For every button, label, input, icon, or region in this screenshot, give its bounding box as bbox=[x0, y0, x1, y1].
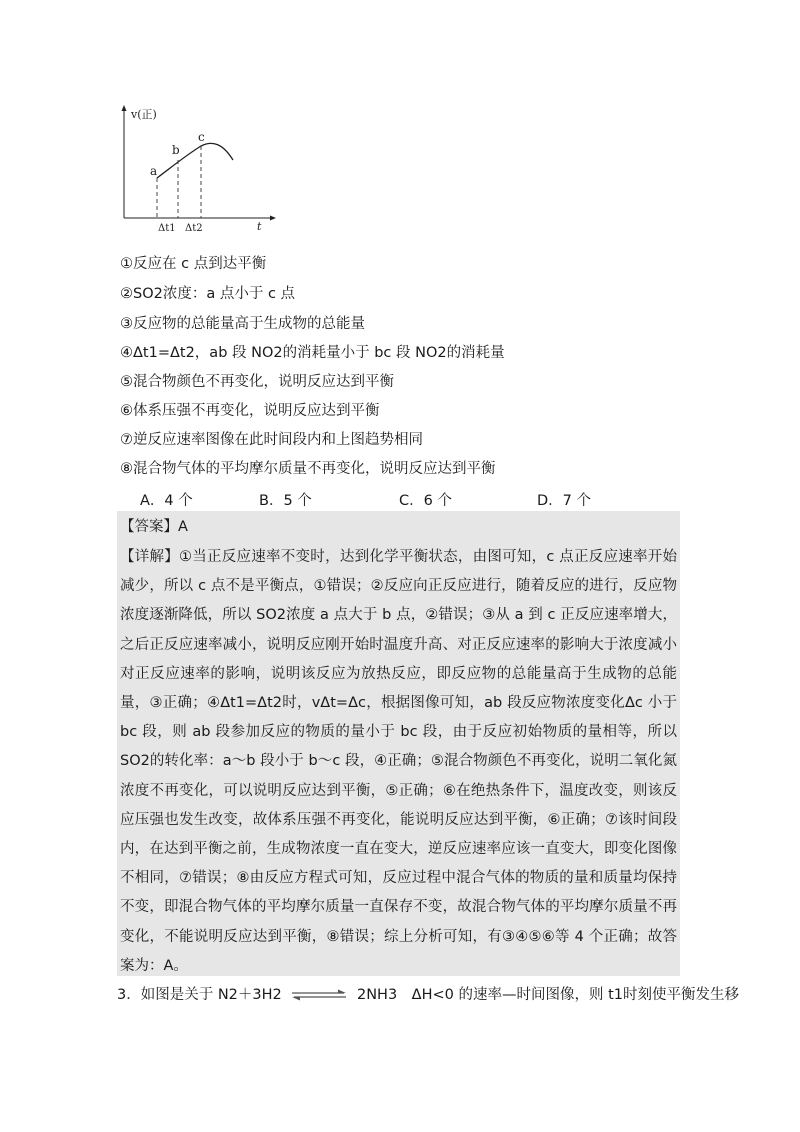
statement-1: ①反应在 c 点到达平衡 bbox=[120, 256, 267, 272]
option-d: D．7 个 bbox=[537, 493, 591, 509]
statement-6: ⑥体系压强不再变化，说明反应达到平衡 bbox=[120, 403, 380, 419]
answer-options bbox=[140, 489, 700, 509]
tick-dt1: Δt1 bbox=[158, 223, 176, 234]
rate-curve bbox=[157, 143, 233, 178]
question-3 bbox=[117, 985, 739, 1005]
statement-7: ⑦逆反应速率图像在此时间段内和上图趋势相同 bbox=[120, 432, 423, 448]
y-axis-label: v(正) bbox=[131, 108, 157, 121]
statement-4: ④Δt1=Δt2，ab 段 NO2的消耗量小于 bc 段 NO2的消耗量 bbox=[120, 345, 505, 361]
y-axis-arrow bbox=[122, 105, 127, 111]
point-b-label: b bbox=[172, 143, 180, 157]
question-3-suffix: 2NH3 ΔH<0 的速率—时间图像，则 t1时刻使平衡发生移 bbox=[356, 987, 740, 1003]
answer-section bbox=[117, 511, 680, 976]
equilibrium-arrow-icon bbox=[290, 988, 348, 1002]
x-axis-label: t bbox=[257, 220, 262, 233]
option-c: C．6 个 bbox=[399, 493, 452, 509]
answer-label: 【答案】A bbox=[120, 519, 188, 535]
tick-dt2: Δt2 bbox=[185, 223, 203, 234]
point-a-label: a bbox=[150, 164, 158, 178]
rate-time-figure bbox=[115, 102, 285, 234]
statement-2: ②SO2浓度：a 点小于 c 点 bbox=[120, 286, 296, 302]
question-3-prefix: 3．如图是关于 N2＋3H2 bbox=[117, 987, 282, 1003]
answer-detail: 【详解】①当正反应速率不变时，达到化学平衡状态，由图可知，c 点正反应速率开始减少，所以 c 点不是平衡点，①错误；②反应向正反应进行，随着反应的进行，反应物浓度逐渐降低，所以 SO2浓度 a 点大于 b 点，②错误；③从 a 到 c 正反应速率增大，之后正反应速率减小，说明反应刚开始时温度升高、对正反应速率的影响大于浓度减小对正反应速率的影响，说明该反应为放热反应，即反应物的总能量高于生成物的总能量，③正确；④Δt1=Δt2时，vΔt=Δc，根据图像可知，ab 段反应物浓度变化Δc 小于 bc 段，则 ab 段参加反应的物质的量小于 bc 段，由于反应初始物质的量相等，所以 SO2的转化率：a～b 段小于 b～c 段，④正确；⑤混合物颜色不再变化，说明二氧化氮浓度不再变化，可以说明反应达到平衡，⑤正确；⑥在绝热条件下，温度改变，则该反应压强也发生改变，故体系压强不再变化，能说明反应达到平衡，⑥正确；⑦该时间段内，在达到平衡之前，生成物浓度一直在变大，逆反应速率应该一直变大，即变化图像不相同，⑦错误；⑧由反应方程式可知，反应过程中混合气体的物质的量和质量均保持不变，即混合物气体的平均摩尔质量一直保存不变，故混合物气体的平均摩尔质量不再变化，不能说明反应达到平衡，⑧错误；综上分析可知，有③④⑤⑥等 4 个正确；故答案为：A。 bbox=[120, 549, 677, 974]
statement-8: ⑧混合物气体的平均摩尔质量不再变化，说明反应达到平衡 bbox=[120, 461, 496, 477]
option-a: A．4 个 bbox=[140, 493, 193, 509]
statement-5: ⑤混合物颜色不再变化，说明反应达到平衡 bbox=[120, 374, 394, 390]
point-c-label: c bbox=[198, 130, 205, 144]
option-b: B．5 个 bbox=[259, 493, 312, 509]
statement-3: ③反应物的总能量高于生成物的总能量 bbox=[120, 316, 365, 332]
x-axis-arrow bbox=[270, 216, 276, 221]
